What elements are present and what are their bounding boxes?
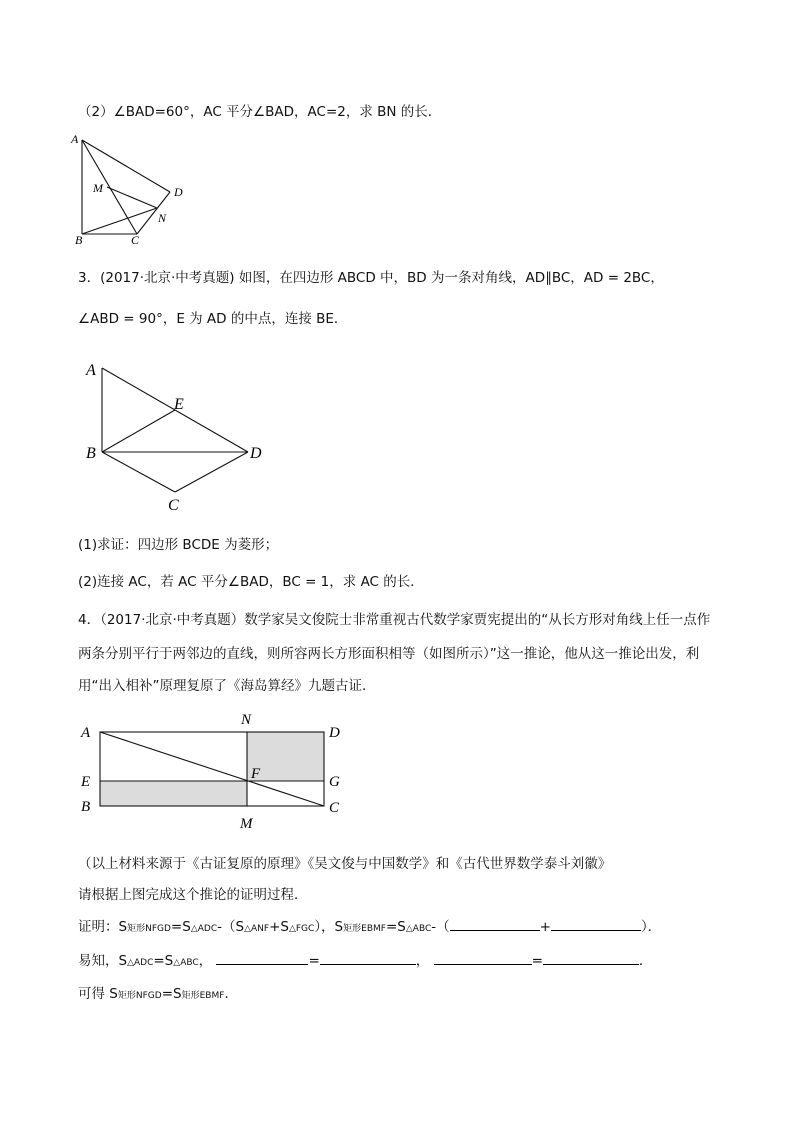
- question-3-line-1: 3．(2017·北京·中考真题) 如图，在四边形 ABCD 中，BD 为一条对角线，AD∥BC，AD = 2BC，: [78, 270, 664, 286]
- fig2-label-c: C: [168, 497, 179, 514]
- fig1-label-d: D: [174, 185, 183, 199]
- fig1-label-c: C: [131, 233, 140, 247]
- fig3-label-b: B: [81, 799, 91, 815]
- fig1-label-b: B: [75, 233, 83, 247]
- question-4-line-3: 用“出入相补”原理复原了《海岛算经》九题古证．: [78, 678, 376, 694]
- proof-blank-5[interactable]: [434, 952, 532, 965]
- fig3-label-f: F: [251, 766, 261, 782]
- proof-line-3: 可得 S矩形NFGD=S矩形EBMF．: [78, 986, 238, 1002]
- fig3-label-c: C: [329, 800, 340, 816]
- fig1-label-n: N: [158, 211, 167, 225]
- fig1-label-m: M: [93, 181, 103, 195]
- proof-blank-2[interactable]: [551, 918, 641, 931]
- fig2-label-d: D: [250, 445, 262, 462]
- rect-word: 矩形: [127, 924, 146, 934]
- figure-1-diagram: [70, 130, 200, 250]
- question-3-sub-1: (1)求证：四边形 BCDE 为菱形；: [78, 537, 279, 553]
- fig3-label-m: M: [240, 816, 253, 832]
- fig3-label-e: E: [81, 774, 91, 790]
- question-2-part-2: （2）∠BAD=60°，AC 平分∠BAD，AC=2，求 BN 的长．: [78, 104, 442, 120]
- fig3-label-d: D: [329, 725, 340, 741]
- fig3-label-g: G: [329, 774, 340, 790]
- fig3-label-n: N: [241, 712, 252, 728]
- fig2-label-b: B: [86, 445, 96, 462]
- question-4-ask: 请根据上图完成这个推论的证明过程．: [78, 887, 308, 903]
- proof-blank-6[interactable]: [543, 952, 639, 965]
- question-4-source: （以上材料来源于《古证复原的原理》《吴文俊与中国数学》和《古代世界数学泰斗刘徽》: [78, 856, 612, 872]
- fig2-label-e: E: [174, 396, 184, 413]
- question-4-line-2: 两条分别平行于两邻边的直线，则所容两长方形面积相等（如图所示）”这一推论，他从这一推论出发，利: [78, 646, 700, 662]
- question-3-sub-2: (2)连接 AC，若 AC 平分∠BAD，BC = 1，求 AC 的长．: [78, 574, 424, 590]
- question-3-line-2: ∠ABD = 90°，E 为 AD 的中点，连接 BE．: [78, 311, 348, 327]
- proof-line-1: 证明：S矩形NFGD=S△ADC-（S△ANF+S△FGC），S矩形EBMF=S△ABC-（ + ）．: [78, 919, 662, 935]
- figure-3-diagram: [75, 708, 365, 833]
- proof-blank-1[interactable]: [450, 918, 540, 931]
- proof-line-2: 易知，S△ADC=S△ABC， = ， = ．: [78, 953, 653, 969]
- fig3-shaded-rect-ebmf: [100, 781, 247, 806]
- fig1-label-a: A: [71, 132, 79, 146]
- fig2-label-a: A: [86, 362, 96, 379]
- fig3-label-a: A: [81, 725, 91, 741]
- proof-blank-4[interactable]: [320, 952, 416, 965]
- figure-2-diagram: [80, 358, 280, 518]
- question-4-line-1: 4．（2017·北京·中考真题）数学家吴文俊院士非常重视古代数学家贾宪提出的“从长方形对角线上任一点作: [78, 612, 711, 628]
- proof-blank-3[interactable]: [216, 952, 308, 965]
